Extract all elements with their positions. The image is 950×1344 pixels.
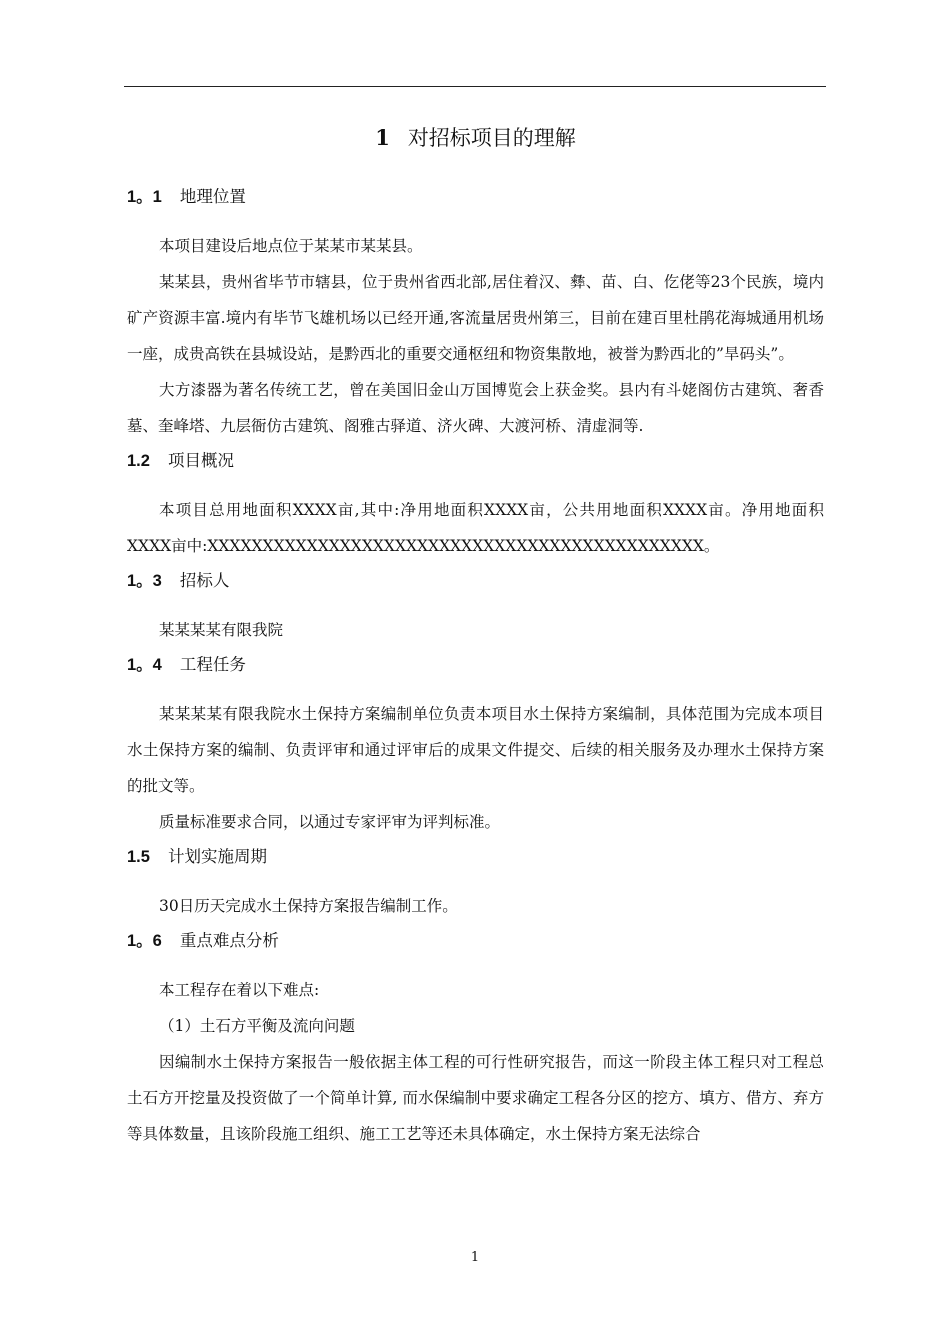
section-number: 1。6 <box>127 932 162 950</box>
list-item: （1）土石方平衡及流向问题 <box>159 1017 355 1035</box>
section-title: 计划实施周期 <box>167 847 267 866</box>
chapter-number: 1 <box>375 125 390 150</box>
section-heading <box>127 186 824 208</box>
document-body <box>127 118 824 1152</box>
section-heading <box>127 450 824 472</box>
section-heading <box>127 570 824 592</box>
section-heading <box>127 930 824 952</box>
section-title: 招标人 <box>179 571 230 590</box>
paragraph: 大方漆器为著名传统工艺，曾在美国旧金山万国博览会上获金奖。县内有斗姥阁仿古建筑、奢香墓、奎峰塔、九层衙仿古建筑、阁雅古驿道、济火碑、大渡河桥、清虚洞等. <box>127 381 824 435</box>
section-title: 工程任务 <box>179 655 246 674</box>
section-number: 1。3 <box>127 572 162 590</box>
page-number: 1 <box>470 1250 480 1265</box>
paragraph: 本项目建设后地点位于某某市某某县。 <box>159 237 423 255</box>
paragraph: 某某县，贵州省毕节市辖县，位于贵州省西北部,居住着汉、彝、苗、白、仡佬等23个民族，境内矿产资源丰富.境内有毕节飞雄机场以已经开通,客流量居贵州第三，目前在建百里杜鹃花海城通用机场一座，成贵高铁在县城设站，是黔西北的重要交通枢纽和物资集散地，被誉为黔西北的”旱码头”。 <box>127 273 824 363</box>
chapter-title: 对招标项目的理解 <box>407 126 576 150</box>
section-number: 1。4 <box>127 656 162 674</box>
paragraph: 本项目总用地面积XXXX亩,其中:净用地面积XXXX亩，公共用地面积XXXX亩。净用地面积XXXX亩中:XXXXXXXXXXXXXXXXXXXXXXXXXXXXXXXXXXXXXXXXXXXXX。 <box>127 501 824 555</box>
section-title: 地理位置 <box>179 187 246 206</box>
paragraph: 本工程存在着以下难点: <box>159 981 320 999</box>
paragraph: 30日历天完成水土保持方案报告编制工作。 <box>159 897 458 915</box>
section-number: 1。1 <box>127 188 162 206</box>
section-number: 1.5 <box>127 848 150 866</box>
section-heading <box>127 654 824 676</box>
section-title: 项目概况 <box>167 451 234 470</box>
chapter-heading <box>127 118 824 158</box>
header-rule <box>124 86 826 87</box>
paragraph: 质量标准要求合同，以通过专家评审为评判标准。 <box>159 813 501 831</box>
section-number: 1.2 <box>127 452 150 470</box>
paragraph: 某某某某有限我院 <box>159 621 284 639</box>
paragraph: 某某某某有限我院水土保持方案编制单位负责本项目水土保持方案编制，具体范围为完成本项目水土保持方案的编制、负责评审和通过评审后的成果文件提交、后续的相关服务及办理水土保持方案的批文等。 <box>127 705 824 795</box>
section-title: 重点难点分析 <box>179 931 279 950</box>
section-heading <box>127 846 824 868</box>
paragraph: 因编制水土保持方案报告一般依据主体工程的可行性研究报告，而这一阶段主体工程只对工程总土石方开挖量及投资做了一个简单计算, 而水保编制中要求确定工程各分区的挖方、填方、借方、弃方等具体数量，且该阶段施工组织、施工工艺等还未具体确定，水土保持方案无法综合 <box>127 1053 824 1143</box>
